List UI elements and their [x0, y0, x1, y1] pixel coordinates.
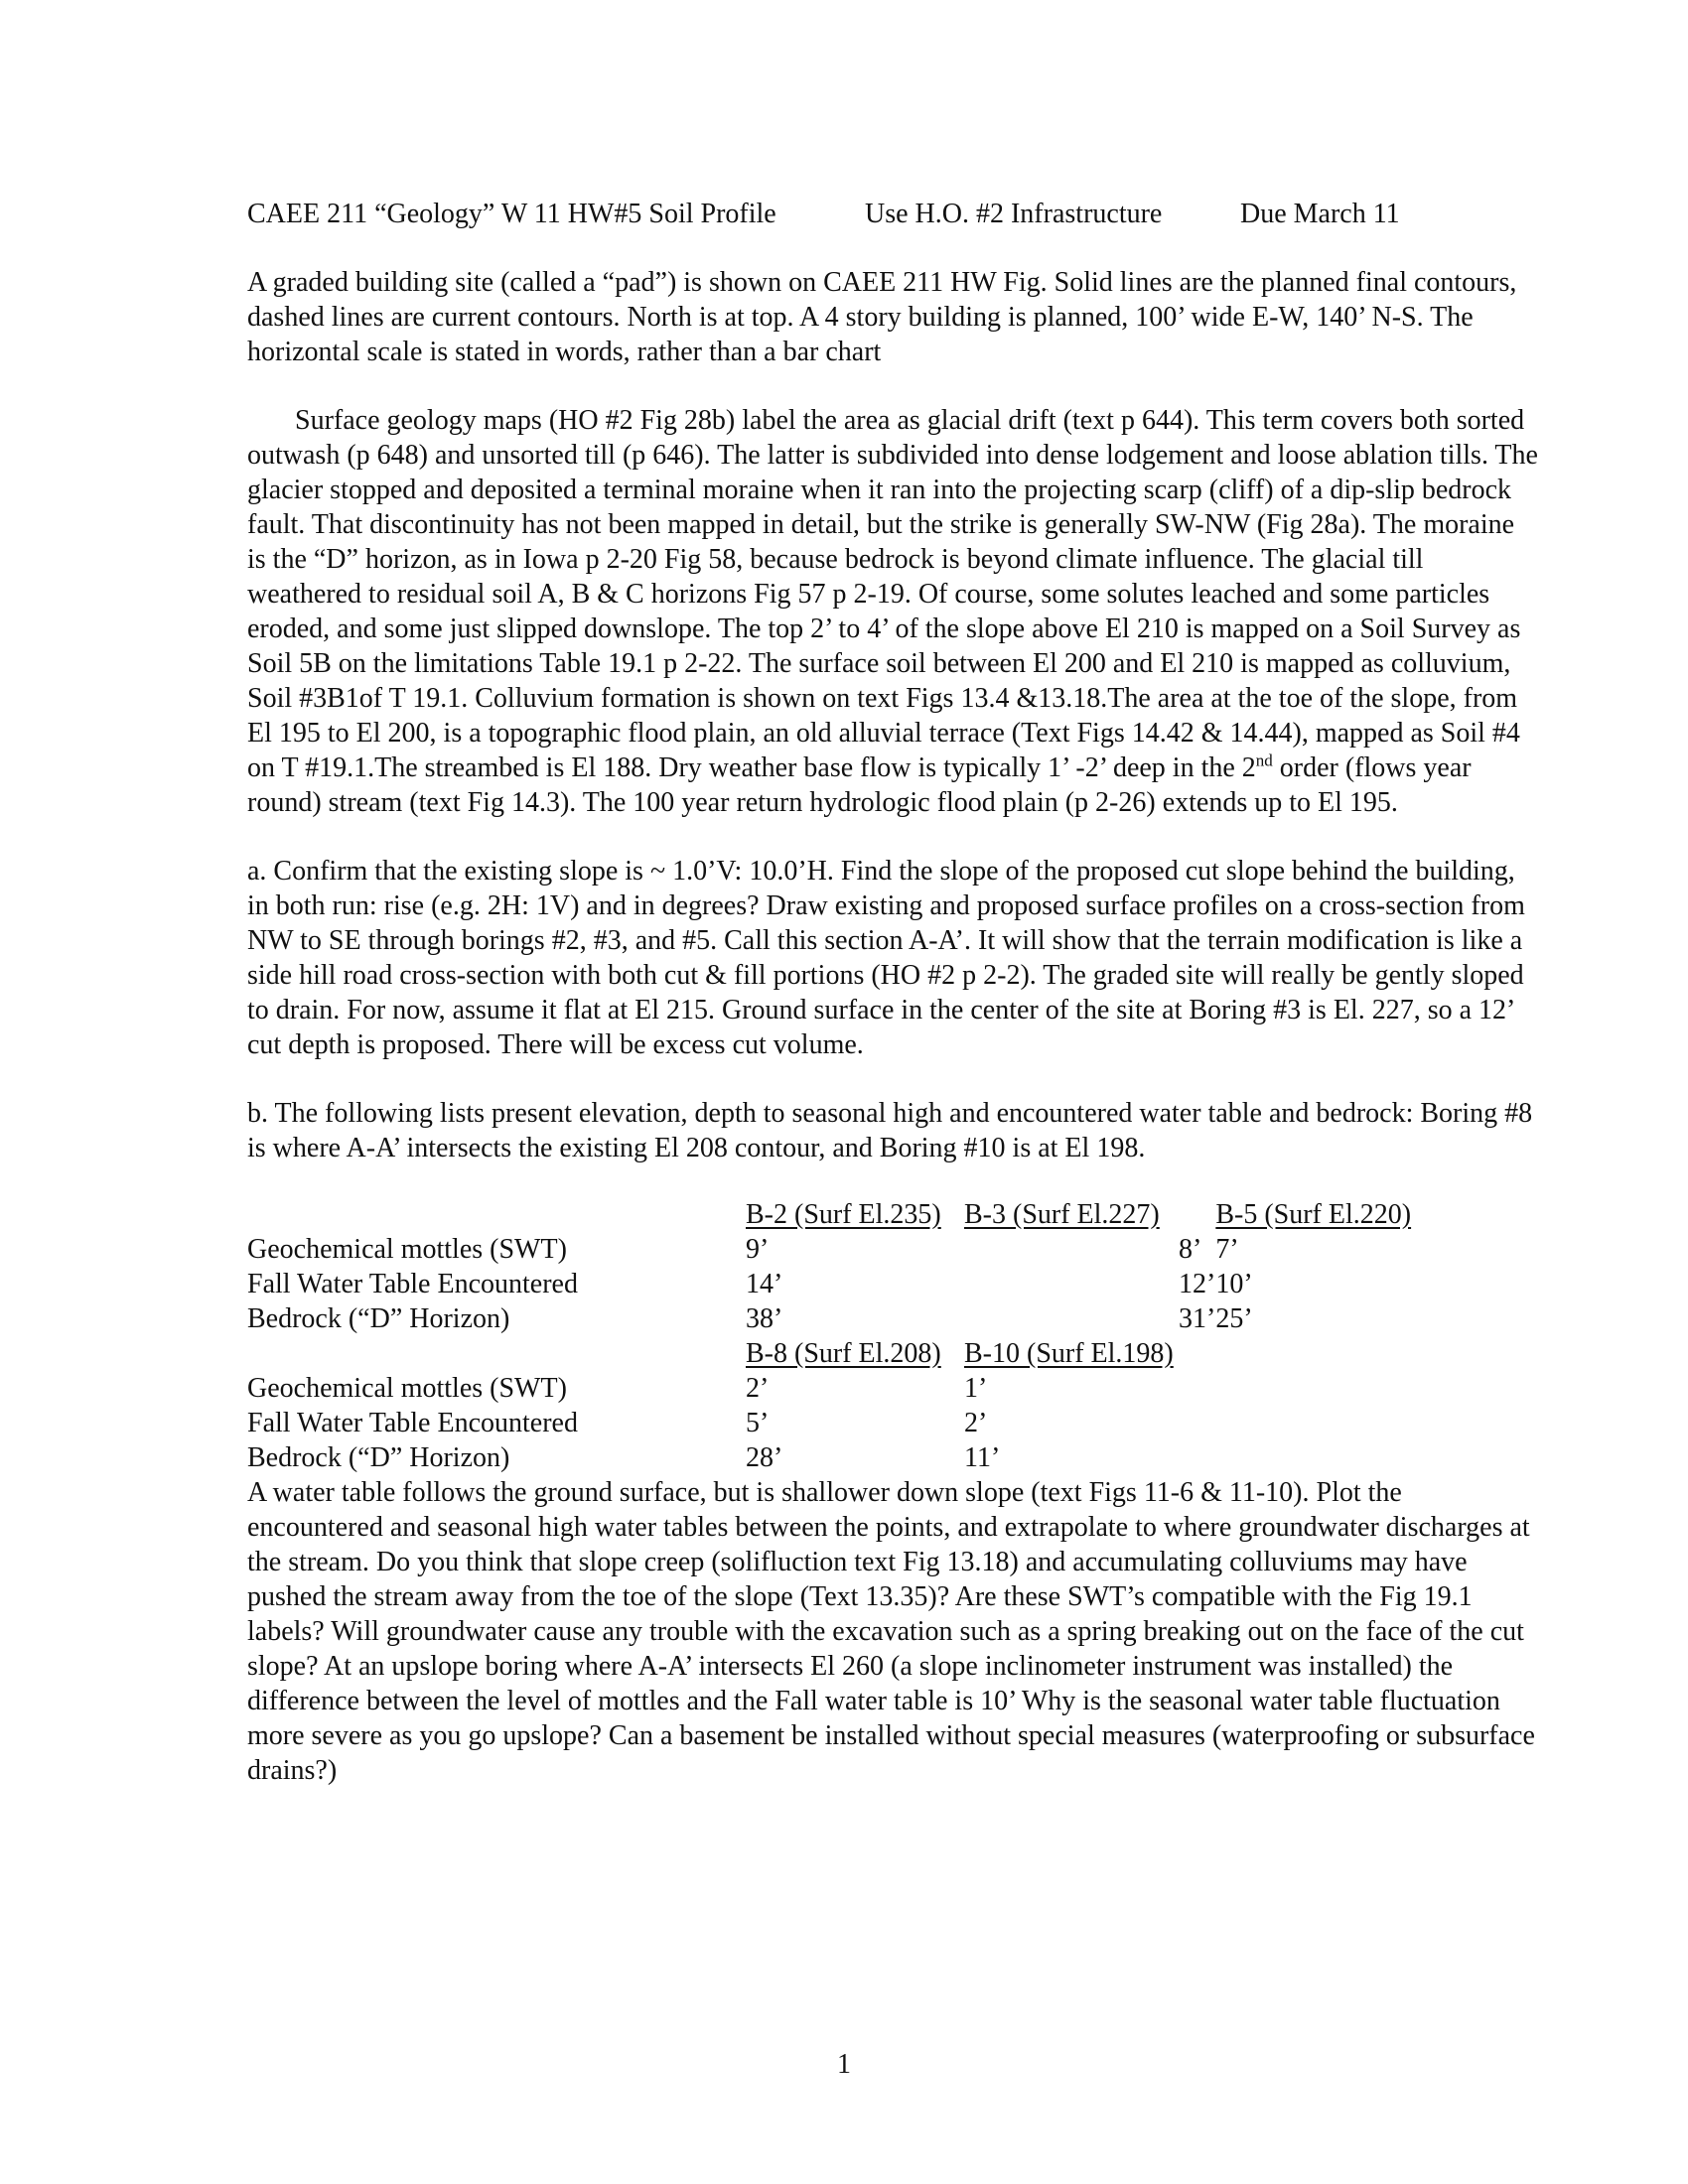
table-cell: 31’ [1179, 1303, 1216, 1334]
page-number: 1 [837, 2049, 851, 2080]
table-cell: 2’ [964, 1408, 988, 1438]
table-row [247, 1371, 1174, 1406]
boring-header-b5: B-5 (Surf El.220) [1215, 1199, 1412, 1230]
row-label: Bedrock (“D” Horizon) [247, 1442, 510, 1473]
table-row [247, 1301, 1454, 1336]
document-page [247, 197, 1538, 1822]
boring-table-2-header-row [247, 1336, 1174, 1371]
table-cell: 7’ [1215, 1234, 1239, 1265]
ordinal-superscript: nd [1255, 751, 1273, 770]
intro-paragraph: A graded building site (called a “pad”) is shown on CAEE 211 HW Fig. Solid lines are the planned final contours, dashed lines are current contours. North is at top. A 4 story building is planned, 100’ wide E-W, 140’ N-S. The horizontal scale is stated in words, rather than a bar chart [247, 267, 1517, 367]
table-header-blank [247, 1336, 746, 1371]
boring-header-b2: B-2 (Surf El.235) [746, 1199, 941, 1230]
part-b-paragraph: b. The following lists present elevation, depth to seasonal high and encountered water table and bedrock: Boring #8 is where A-A’ intersects the existing El 208 contour, and Boring #10 is at El 198. [247, 1098, 1533, 1163]
table-cell: 25’ [1215, 1303, 1253, 1334]
geology-text-2: order (flows year round) stream (text Fig 14.3). The 100 year return hydrologic flood plain (p 2-26) extends up to El 195. [247, 752, 1472, 818]
table-cell: 38’ [746, 1303, 783, 1334]
geology-paragraph [247, 403, 1538, 820]
table-cell: 5’ [746, 1408, 770, 1438]
row-label: Geochemical mottles (SWT) [247, 1373, 567, 1404]
header-title: CAEE 211 “Geology” W 11 HW#5 Soil Profile [247, 199, 776, 229]
boring-table-1 [247, 1197, 1454, 1336]
table-row [247, 1440, 1174, 1475]
table-row [247, 1406, 1174, 1440]
boring-header-b3: B-3 (Surf El.227) [964, 1199, 1160, 1230]
row-label: Fall Water Table Encountered [247, 1408, 578, 1438]
header-due-date: Due March 11 [1240, 199, 1400, 229]
part-a-paragraph: a. Confirm that the existing slope is ~ 1.0’V: 10.0’H. Find the slope of the proposed cut slope behind the building, in both run: rise (e.g. 2H: 1V) and in degrees? Draw existing and proposed surface profiles on a cross-section from NW to SE through borings #2, #3, and #5. Call this section A-A’. It will show that the terrain modification is like a side hill road cross-section with both cut & fill portions (HO #2 p 2-2). The graded site will really be gently sloped to drain. For now, assume it flat at El 215. Ground surface in the center of the site at Boring #3 is El. 227, so a 12’ cut depth is proposed. There will be excess cut volume. [247, 856, 1525, 1060]
row-label: Fall Water Table Encountered [247, 1269, 578, 1299]
table-cell: 12’ [1179, 1269, 1216, 1299]
boring-header-b8: B-8 (Surf El.208) [746, 1338, 941, 1369]
closing-paragraph: A water table follows the ground surface, but is shallower down slope (text Figs 11-6 & 11-10). Plot the encountered and seasonal high water tables between the points, and extrapolate to where groundwater discharges at the stream. Do you think that slope creep (solifluction text Fig 13.18) and accumulating colluviums may have pushed the stream away from the toe of the slope (Text 13.35)? Are these SWT’s compatible with the Fig 19.1 labels? Will groundwater cause any trouble with the excavation such as a spring breaking out on the face of the cut slope? At an upslope boring where A-A’ intersects El 260 (a slope inclinometer instrument was installed) the difference between the level of mottles and the Fall water table is 10’ Why is the seasonal water table fluctuation more severe as you go upslope? Can a basement be installed without special measures (waterproofing or subsurface drains?) [247, 1477, 1535, 1786]
boring-table-1-header-row [247, 1197, 1454, 1232]
table-cell: 1’ [964, 1373, 988, 1404]
table-cell: 11’ [964, 1442, 1001, 1473]
table-cell: 8’ [1179, 1234, 1202, 1265]
table-cell: 14’ [746, 1269, 783, 1299]
table-cell: 10’ [1215, 1269, 1253, 1299]
boring-table-2 [247, 1336, 1174, 1475]
table-row [247, 1267, 1454, 1301]
document-header [247, 197, 1538, 231]
row-label: Geochemical mottles (SWT) [247, 1234, 567, 1265]
table-header-blank [247, 1197, 746, 1232]
geology-text-1: Surface geology maps (HO #2 Fig 28b) label the area as glacial drift (text p 644). This term covers both sorted outwash (p 648) and unsorted till (p 646). The latter is subdivided into dense lodgement and loose ablation tills. The glacier stopped and deposited a terminal moraine when it ran into the projecting scarp (cliff) of a dip-slip bedrock fault. That discontinuity has not been mapped in detail, but the strike is generally SW-NW (Fig 28a). The moraine is the “D” horizon, as in Iowa p 2-20 Fig 58, because bedrock is beyond climate influence. The glacial till weathered to residual soil A, B & C horizons Fig 57 p 2-19. Of course, some solutes leached and some particles eroded, and some just slipped downslope. The top 2’ to 4’ of the slope above El 210 is mapped on a Soil Survey as Soil 5B on the limitations Table 19.1 p 2-22. The surface soil between El 200 and El 210 is mapped as colluvium, Soil #3B1of T 19.1. Colluvium formation is shown on text Figs 13.4 &13.18.The area at the toe of the slope, from El 195 to El 200, is a topographic flood plain, an old alluvial terrace (Text Figs 14.42 & 14.44), mapped as Soil #4 on T #19.1.The streambed is El 188. Dry weather base flow is typically 1’ -2’ deep in the 2 [247, 405, 1538, 783]
table-cell: 28’ [746, 1442, 783, 1473]
table-cell: 2’ [746, 1373, 770, 1404]
row-label: Bedrock (“D” Horizon) [247, 1303, 510, 1334]
header-reference: Use H.O. #2 Infrastructure [865, 199, 1163, 229]
boring-header-b10: B-10 (Surf El.198) [964, 1338, 1174, 1369]
table-cell: 9’ [746, 1234, 770, 1265]
table-row [247, 1232, 1454, 1267]
